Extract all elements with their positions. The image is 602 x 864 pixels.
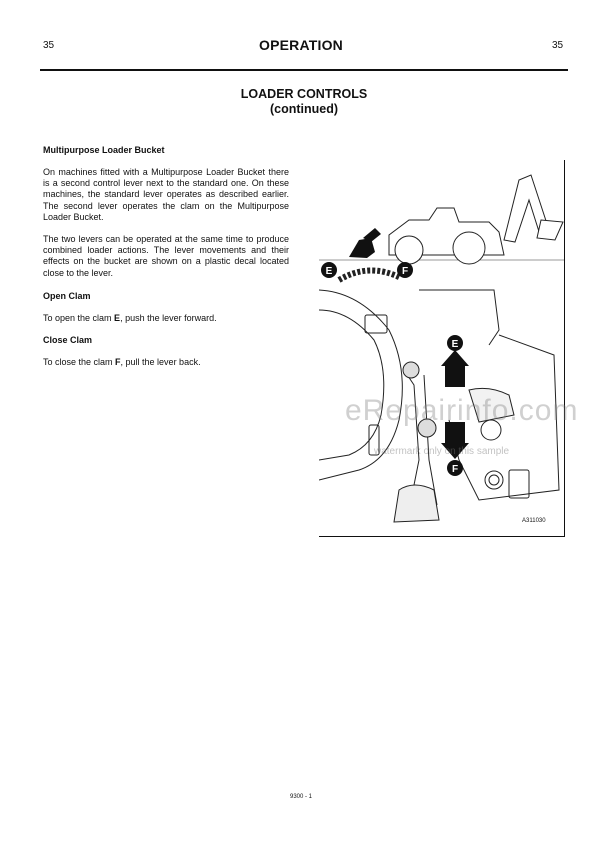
open-clam-letter: E	[114, 313, 121, 323]
clam-bucket-icon	[349, 228, 381, 258]
page-number-right: 35	[552, 40, 564, 51]
page-number-left: 35	[43, 40, 55, 51]
close-clam-text-before: To close the clam	[43, 357, 116, 367]
close-clam-letter: F	[115, 357, 121, 367]
watermark-main: eRepairinfo.com	[345, 394, 579, 427]
open-clam-heading: Open Clam	[43, 291, 91, 301]
close-clam-text	[43, 357, 289, 368]
multipurpose-para2	[43, 234, 289, 279]
label-f-lever: F	[451, 464, 459, 475]
label-e-top: E	[325, 266, 333, 277]
label-e-lever: E	[451, 339, 459, 350]
label-f-top: F	[401, 266, 409, 277]
multipurpose-para2-text: The two levers can be operated at the same time to produce combined loader actions. The lever movements and their effects on the bucket are shown on a plastic decal located close to the lever.	[43, 234, 289, 278]
section-title: OPERATION	[259, 37, 343, 53]
close-clam-text-after: , pull the lever back.	[120, 357, 201, 367]
page-heading-line1: LOADER CONTROLS	[240, 87, 368, 101]
header-rule	[40, 69, 568, 71]
page-heading	[190, 87, 418, 117]
figure-id: A311030	[522, 518, 546, 524]
open-clam-text-after: , push the lever forward.	[120, 313, 217, 323]
multipurpose-heading: Multipurpose Loader Bucket	[43, 145, 165, 155]
footer-code: 9300 - 1	[289, 794, 313, 800]
watermark-sub: watermark only on this sample	[374, 446, 510, 457]
multipurpose-para1-text: On machines fitted with a Multipurpose Loader Bucket there is a second control lever next to the standard one. On these machines, the standard lever operates as described earlier. The second lever operates the clam on the Multipurpose Loader Bucket.	[43, 167, 289, 222]
open-clam-text	[43, 313, 289, 324]
loader-figure	[319, 160, 564, 536]
open-clam-text-before: To open the clam	[43, 313, 115, 323]
multipurpose-para1	[43, 167, 289, 223]
page-heading-line2: (continued)	[269, 102, 339, 116]
close-clam-heading: Close Clam	[43, 335, 93, 345]
movement-arc	[339, 270, 401, 280]
